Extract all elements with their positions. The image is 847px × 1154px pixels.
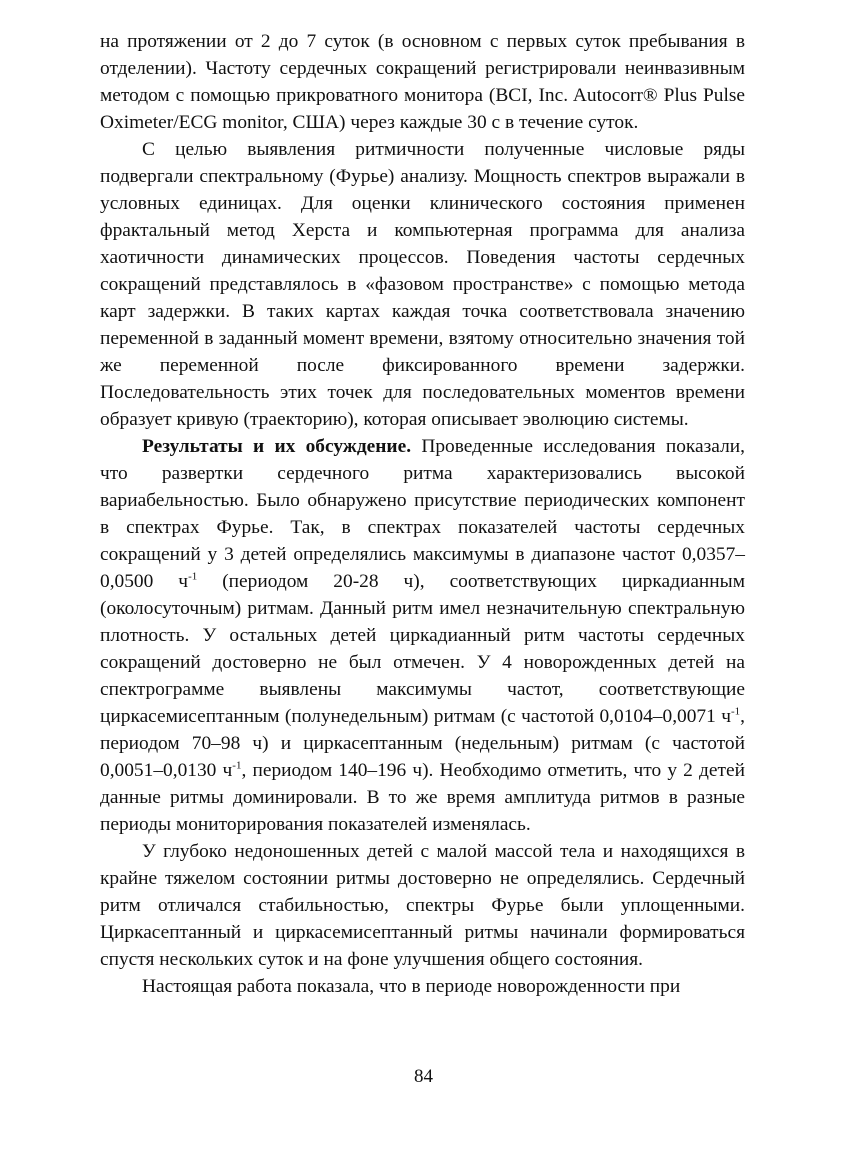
results-superscript-2: -1 [730, 705, 741, 718]
results-text-part-3: , периодом 70–98 ч) и циркасептанным (недельным) ритмам (с частотой 0,0051–0,0130 ч [100, 706, 745, 781]
results-text-part-2: (периодом 20-28 ч), соответствующих циркадианным (околосуточным) ритмам. Данный ритм имел незначительную спектральную плотность. У остальных детей циркадианный ритм частоты сердечных сокращений достоверно не был отмечен. У 4 новорожденных детей на спектрограмме выявлены максимумы частот, соответствующие циркасемисептанным (полунедельным) ритмам (с частотой 0,0104–0,0071 ч [100, 571, 745, 727]
page-number: 84 [414, 1066, 433, 1087]
results-heading: Результаты и их обсуждение. [142, 436, 412, 457]
results-superscript-1: -1 [188, 570, 198, 583]
page-body [100, 28, 745, 1000]
results-text-part-4: , периодом 140–196 ч). Необходимо отметить, что у 2 детей данные ритмы доминировали. В то же время амплитуда ритмов в разные периоды мониторирования показателей изменялась. [100, 760, 745, 835]
results-text-part-1: Проведенные исследования показали, что развертки сердечного ритма характеризовались высокой вариабельностью. Было обнаружено присутствие периодических компонент в спектрах Фурье. Так, в спектрах показателей частоты сердечных сокращений у 3 детей определялись максимумы в диапазоне частот 0,0357–0,0500 ч [100, 436, 745, 592]
results-superscript-3: -1 [232, 759, 242, 772]
paragraph-conclusion-start: Настоящая работа показала, что в периоде новорожденности при [142, 976, 681, 997]
paragraph-premature-infants: У глубоко недоношенных детей с малой массой тела и находящихся в крайне тяжелом состоянии ритмы достоверно не определялись. Сердечный ритм отличался стабильностью, спектры Фурье были уплощенными. Циркасептанный и циркасемисептанный ритмы начинали формироваться спустя нескольких суток и на фоне улучшения общего состояния. [100, 841, 745, 970]
paragraph-spectral-analysis: С целью выявления ритмичности полученные числовые ряды подвергали спектральному (Фурье) анализу. Мощность спектров выражали в условных единицах. Для оценки клинического состояния применен фрактальный метод Херста и компьютерная программа для анализа хаотичности динамических процессов. Поведения частоты сердечных сокращений представлялось в «фазовом пространстве» с помощью метода карт задержки. В таких картах каждая точка соответствовала значению переменной в заданный момент времени, взятому относительно значения той же переменной после фиксированного времени задержки. Последовательность этих точек для последовательных моментов времени образует кривую (траекторию), которая описывает эволюцию системы. [100, 139, 745, 430]
paragraph-results [100, 433, 745, 838]
paragraph-methods-continued: на протяжении от 2 до 7 суток (в основном с первых суток пребывания в отделении). Частоту сердечных сокращений регистрировали неинвазивным методом с помощью прикроватного монитора (BCI, Inc. Autocorr® Plus Pulse Oximeter/ECG monitor, США) через каждые 30 с в течение суток. [100, 31, 745, 133]
